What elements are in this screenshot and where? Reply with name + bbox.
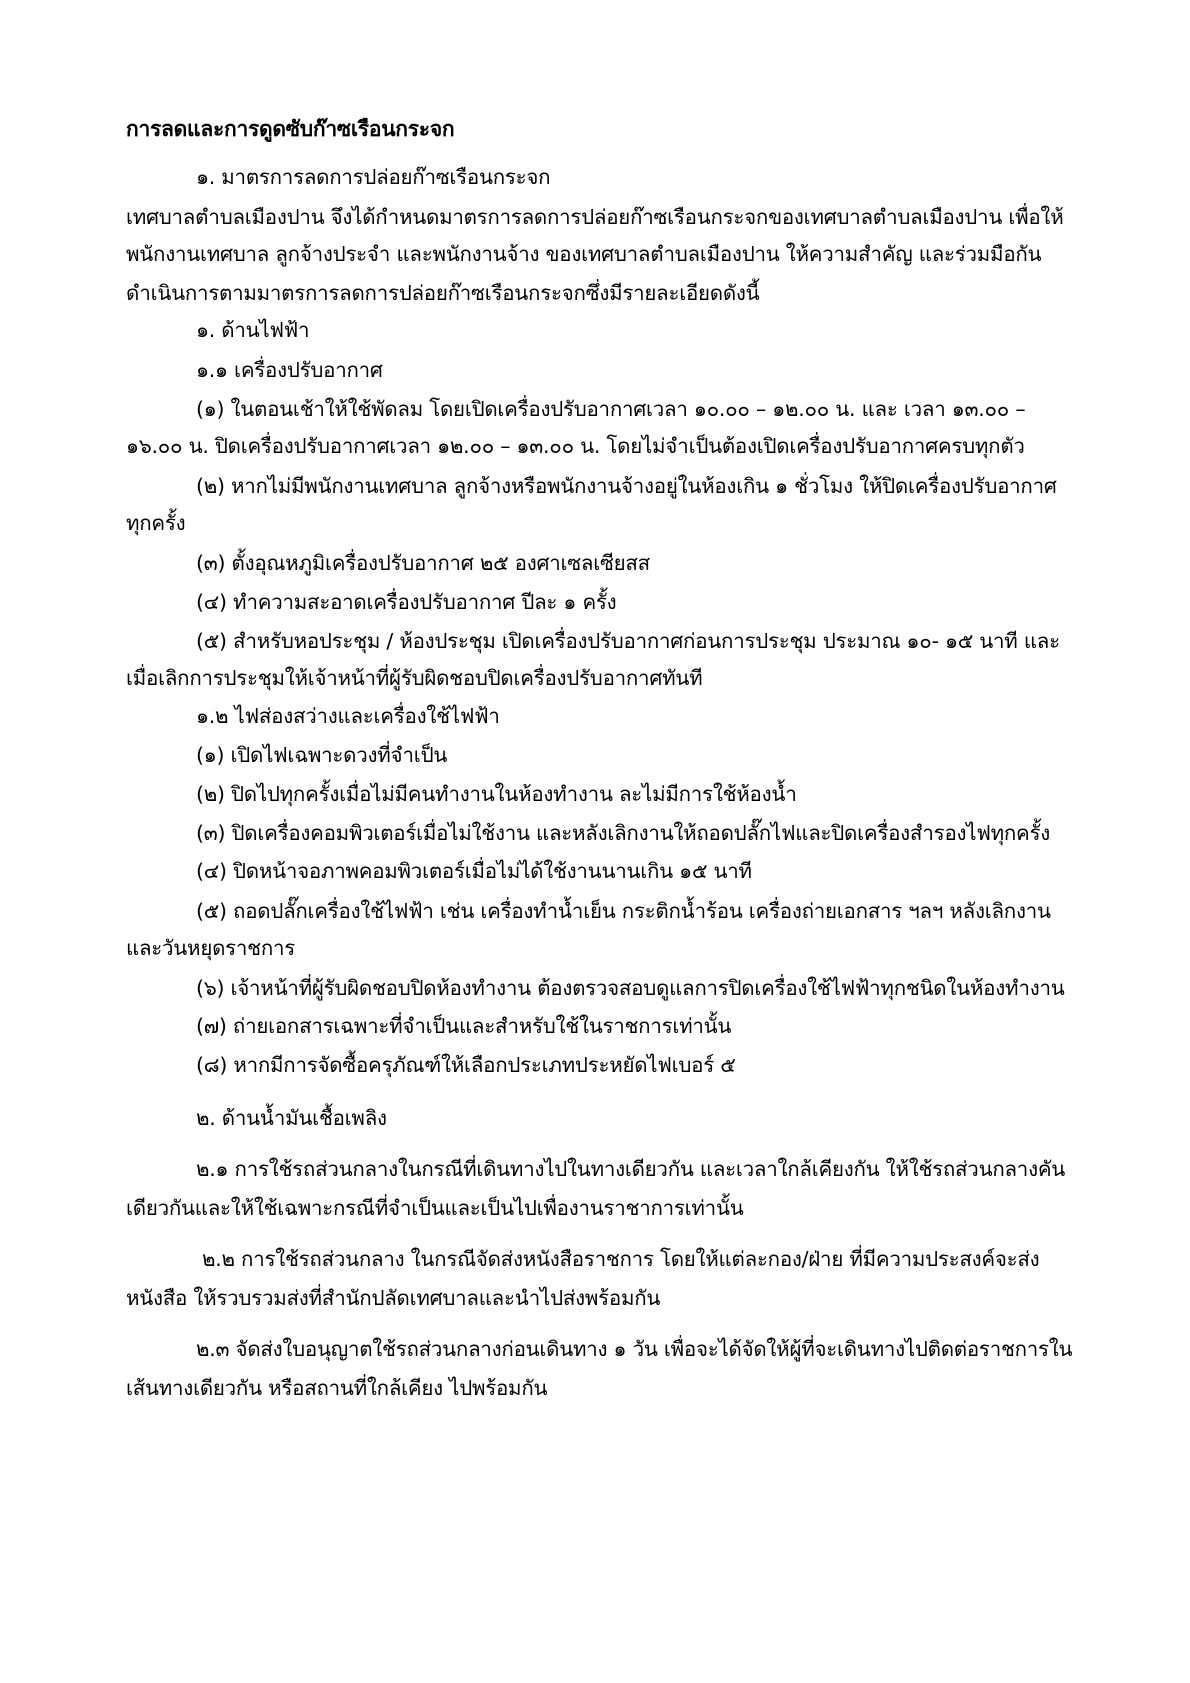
list-item: ๒.๓ จัดส่งใบอนุญาตใช้รถส่วนกลางก่อนเดินทาง ๑ วัน เพื่อจะได้จัดให้ผู้ที่จะเดินทางไปติดต่อราชการใน (196, 1337, 1073, 1361)
list-item: ๒.๒ การใช้รถส่วนกลาง ในกรณีจัดส่งหนังสือราชการ โดยให้แต่ละกอง/ฝ่าย ที่มีความประสงค์จะส่ง (202, 1247, 1040, 1271)
section-heading: ๒. ด้านน้ำมันเชื้อเพลิง (196, 1106, 387, 1130)
list-item: (๔) ปิดหน้าจอภาพคอมพิวเตอร์เมื่อไม่ได้ใช้งานนานเกิน ๑๕ นาที (196, 859, 752, 883)
list-item: (๔) ทำความสะอาดเครื่องปรับอากาศ ปีละ ๑ ครั้ง (196, 590, 617, 614)
document-title: การลดและการดูดซับก๊าซเรือนกระจก (126, 117, 455, 141)
list-item-continuation: และวันหยุดราชการ (126, 936, 296, 960)
list-item-continuation: เมื่อเลิกการประชุมให้เจ้าหน้าที่ผู้รับผิดชอบปิดเครื่องปรับอากาศทันที (126, 666, 703, 690)
list-item: (๑) เปิดไฟเฉพาะดวงที่จำเป็น (196, 743, 448, 767)
subsection-heading: ๑.๑ เครื่องปรับอากาศ (196, 358, 383, 382)
list-item-continuation: ทุกครั้ง (126, 511, 186, 535)
section-heading: ๑. มาตรการลดการปล่อยก๊าซเรือนกระจก (196, 165, 551, 189)
list-item: ๒.๑ การใช้รถส่วนกลางในกรณีที่เดินทางไปในทางเดียวกัน และเวลาใกล้เคียงกัน ให้ใช้รถส่วนกลางคัน (196, 1157, 1066, 1181)
list-item-continuation: หนังสือ ให้รวบรวมส่งที่สำนักปลัดเทศบาลและนำไปส่งพร้อมกัน (126, 1286, 661, 1310)
list-item: (๒) หากไม่มีพนักงานเทศบาล ลูกจ้างหรือพนักงานจ้างอยู่ในห้องเกิน ๑ ชั่วโมง ให้ปิดเครื่องปรับอากาศ (196, 474, 1057, 498)
paragraph-line: พนักงานเทศบาล ลูกจ้างประจำ และพนักงานจ้าง ของเทศบาลตำบลเมืองปาน ให้ความสำคัญ และร่วมมือกัน (126, 242, 1042, 266)
list-item: (๖) เจ้าหน้าที่ผู้รับผิดชอบปิดห้องทำงาน ต้องตรวจสอบดูแลการปิดเครื่องใช้ไฟฟ้าทุกชนิดในห้องทำงาน (196, 976, 1065, 1000)
list-item: (๓) ตั้งอุณหภูมิเครื่องปรับอากาศ ๒๕ องศาเซลเซียสส (196, 551, 650, 575)
list-item: (๕) สำหรับหอประชุม / ห้องประชุม เปิดเครื่องปรับอากาศก่อนการประชุม ประมาณ ๑๐- ๑๕ นาที และ (196, 629, 1060, 653)
subsection-heading: ๑.๒ ไฟส่องสว่างและเครื่องใช้ไฟฟ้า (196, 704, 500, 728)
list-item: (๗) ถ่ายเอกสารเฉพาะที่จำเป็นและสำหรับใช้ในราชการเท่านั้น (196, 1014, 732, 1038)
list-item: (๒) ปิดไปทุกครั้งเมื่อไม่มีคนทำงานในห้องทำงาน ละไม่มีการใช้ห้องน้ำ (196, 782, 797, 806)
paragraph-line: ดำเนินการตามมาตรการลดการปล่อยก๊าซเรือนกระจกซึ่งมีรายละเอียดดังนี้ (126, 281, 760, 305)
paragraph-line: เทศบาลตำบลเมืองปาน จึงได้กำหนดมาตรการลดการปล่อยก๊าซเรือนกระจกของเทศบาลตำบลเมืองปาน เพื่อให้ (126, 205, 1064, 229)
list-item-continuation: ๑๖.๐๐ น. ปิดเครื่องปรับอากาศเวลา ๑๒.๐๐ – ๑๓.๐๐ น. โดยไม่จำเป็นต้องเปิดเครื่องปรับอากาศครบทุกตัว (126, 434, 1025, 458)
list-item: (๘) หากมีการจัดซื้อครุภัณฑ์ให้เลือกประเภทประหยัดไฟเบอร์ ๕ (196, 1053, 736, 1077)
list-item: (๓) ปิดเครื่องคอมพิวเตอร์เมื่อไม่ใช้งาน และหลังเลิกงานให้ถอดปลั๊กไฟและปิดเครื่องสำรองไฟทุกครั้ง (196, 821, 1051, 845)
section-heading: ๑. ด้านไฟฟ้า (196, 318, 310, 342)
list-item-continuation: เดียวกันและให้ใช้เฉพาะกรณีที่จำเป็นและเป็นไปเพื่องานราชาการเท่านั้น (126, 1196, 744, 1220)
list-item: (๑) ในตอนเช้าให้ใช้พัดลม โดยเปิดเครื่องปรับอากาศเวลา ๑๐.๐๐ – ๑๒.๐๐ น. และ เวลา ๑๓.๐๐ – (196, 397, 1026, 421)
list-item-continuation: เส้นทางเดียวกัน หรือสถานที่ใกล้เคียง ไปพร้อมกัน (126, 1376, 548, 1400)
list-item: (๕) ถอดปลั๊กเครื่องใช้ไฟฟ้า เช่น เครื่องทำน้ำเย็น กระติกน้ำร้อน เครื่องถ่ายเอกสาร ฯลฯ หลังเลิกงาน (196, 899, 1051, 923)
